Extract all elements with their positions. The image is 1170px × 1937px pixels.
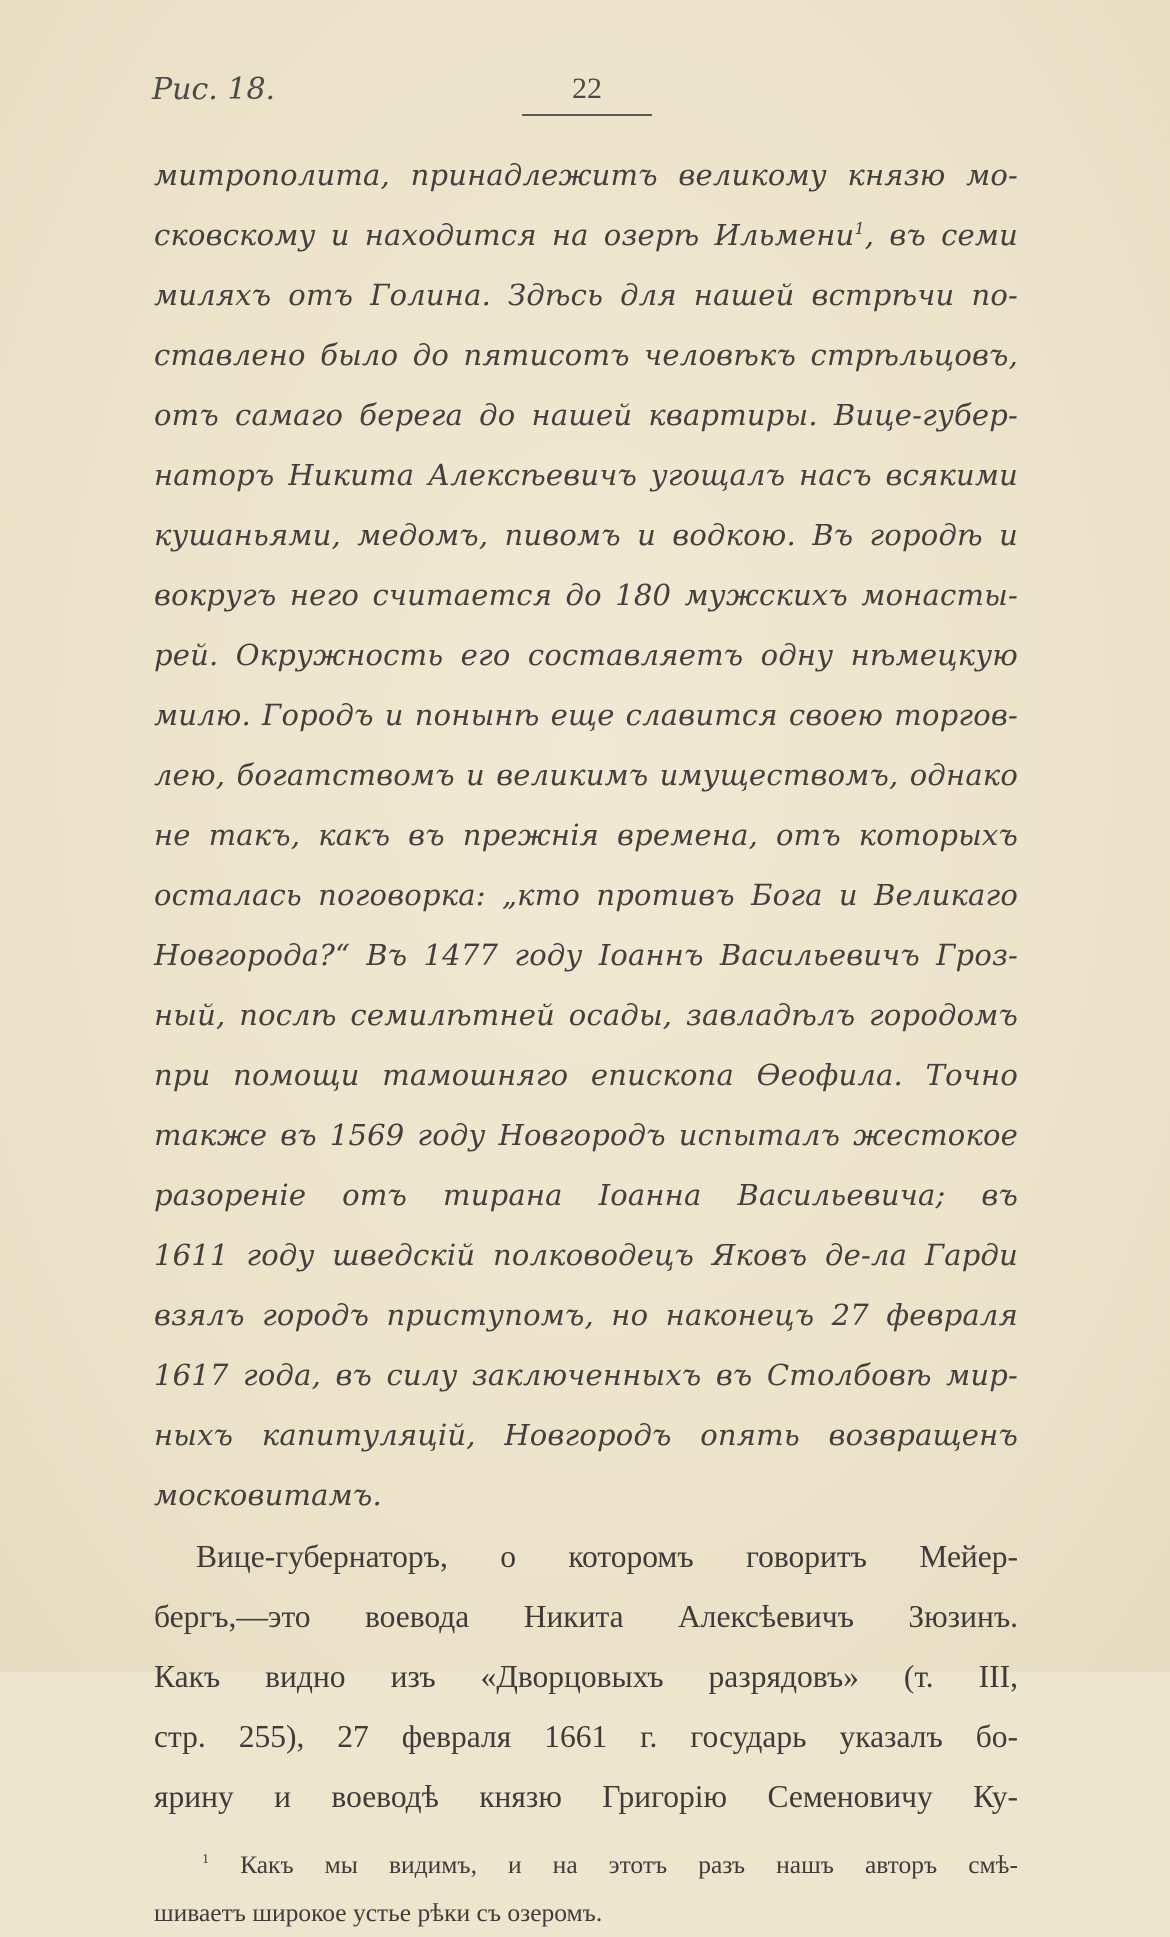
quote-line: милю. Городъ и понынѣ еще славится своею торгов-: [154, 698, 1018, 732]
quote-line: не такъ, какъ въ прежнія времена, отъ которыхъ: [154, 818, 1018, 852]
quote-line: миляхъ отъ Голина. Здѣсь для нашей встрѣчи по-: [154, 278, 1018, 312]
quote-line: отъ самаго берега до нашей квартиры. Вице-губер-: [154, 398, 1018, 432]
quote-line: лею, богатствомъ и великимъ имуществомъ, однако: [154, 758, 1018, 792]
quote-line: Новгорода?“ Въ 1477 году Іоаннъ Васильевичъ Гроз-: [154, 938, 1018, 972]
quote-line: кушаньями, медомъ, пивомъ и водкою. Въ городѣ и: [154, 518, 1018, 552]
quote-line: 1611 году шведскій полководецъ Яковъ де-ла Гарди: [154, 1238, 1018, 1272]
footnote-text: Какъ мы видимъ, и на этотъ разъ нашъ авторъ смѣ-: [240, 1850, 1019, 1879]
quote-line: взялъ городъ приступомъ, но наконецъ 27 февраля: [154, 1298, 1018, 1332]
commentary-line: ярину и воеводѣ князю Григорію Семеновичу Ку-: [154, 1779, 1018, 1814]
quote-line: рей. Окружность его составляетъ одну нѣмецкую: [154, 638, 1018, 672]
quote-line-text: , въ семи: [864, 218, 1018, 252]
commentary-line: бергъ,—это воевода Никита Алексѣевичъ Зюзинъ.: [154, 1599, 1018, 1634]
running-head: [0, 72, 1170, 122]
quote-line: митрополита, принадлежитъ великому князю мо-: [154, 158, 1018, 192]
quoted-passage: [154, 145, 1018, 1525]
page-body: [154, 145, 1018, 1937]
quote-line: также въ 1569 году Новгородъ испыталъ жестокое: [154, 1118, 1018, 1152]
commentary-line: стр. 255), 27 февраля 1661 г. государь указалъ бо-: [154, 1719, 1018, 1754]
quote-line: [154, 205, 1018, 265]
quote-line-text: сковскому и находится на озерѣ Ильмени: [154, 218, 855, 252]
quote-line: ставлено было до пятисотъ человѣкъ стрѣльцовъ,: [154, 338, 1018, 372]
footnote: [154, 1841, 1018, 1937]
footnote-marker: 1: [202, 1852, 210, 1868]
quote-line: ный, послѣ семилѣтней осады, завладѣлъ городомъ: [154, 998, 1018, 1032]
page-number: 22: [572, 72, 602, 105]
quote-line: 1617 года, въ силу заключенныхъ въ Столбовѣ мир-: [154, 1358, 1018, 1392]
quote-line: московитамъ.: [154, 1478, 382, 1512]
commentary-line: Какъ видно изъ «Дворцовыхъ разрядовъ» (т. III,: [154, 1659, 1018, 1694]
quote-line: ныхъ капитуляцій, Новгородъ опять возвращенъ: [154, 1418, 1018, 1452]
quote-line: вокругъ него считается до 180 мужскихъ монасты-: [154, 578, 1018, 612]
commentary-line: Вице-губернаторъ, о которомъ говоритъ Мейер-: [196, 1539, 1018, 1574]
quote-line: осталась поговорка: „кто противъ Бога и Великаго: [154, 878, 1018, 912]
page-number-rule: [522, 114, 652, 116]
quote-line: наторъ Никита Алексѣевичъ угощалъ насъ всякими: [154, 458, 1018, 492]
quote-line: разореніе отъ тирана Іоанна Васильевича; въ: [154, 1178, 1018, 1212]
footnote-line: [154, 1841, 1018, 1889]
commentary-paragraph: [154, 1527, 1018, 1827]
footnote-reference: 1: [854, 218, 865, 238]
footnote-line: шиваетъ широкое устье рѣки съ озеромъ.: [154, 1898, 603, 1927]
quote-line: при помощи тамошняго епископа Өеофила. Точно: [154, 1058, 1018, 1092]
figure-reference: Рис. 18.: [152, 72, 276, 107]
